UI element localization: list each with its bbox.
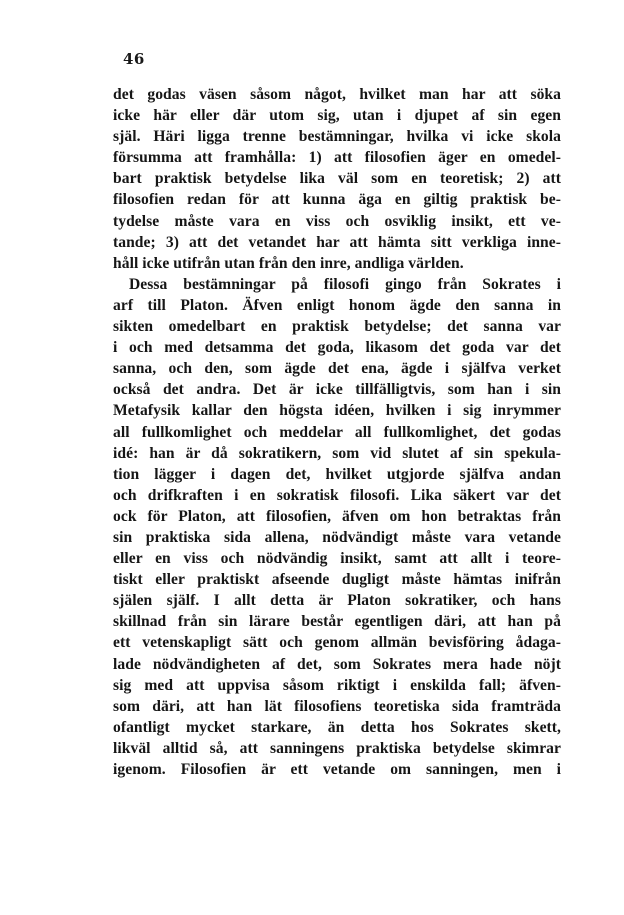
text-line: som däri, att han lät filosofiens teoretiska sida framträda [113,697,561,715]
text-line: tion lägger i dagen det, hvilket utgjorde själfva andan [113,465,561,483]
text-line: ett vetenskapligt sätt och genom allmän bevisföring ådaga- [113,634,561,652]
text-line: lade nödvändigheten af det, som Sokrates mera hade nöjt [113,655,561,673]
text-line: skillnad från sin lärare består egentligen däri, att han på [113,613,561,631]
text-line: sanna, och den, som ägde det ena, ägde i själfva verket [113,360,561,378]
text-line: ofantligt mycket starkare, än detta hos Sokrates skett, [113,718,561,736]
text-line: filosofien redan för att kunna äga en giltig praktisk be- [113,191,561,209]
text-line: bart praktisk betydelse lika väl som en teoretisk; 2) att [113,170,561,188]
text-line: också det andra. Det är icke tillfälligtvis, som han i sin [113,381,561,399]
text-line: ock för Platon, att filosofien, äfven om hon betraktas från [113,507,561,525]
text-line: icke här eller där utom sig, utan i djupet af sin egen [113,107,561,125]
text-line: och drifkraften i en sokratisk filosofi. Lika säkert var det [113,486,561,504]
text-line: idé: han är då sokratikern, som vid slutet af sin spekula- [113,444,561,462]
text-line: arf till Platon. Äfven enligt honom ägde den sanna in [113,296,561,314]
text-line: sikten omedelbart en praktisk betydelse; det sanna var [113,318,561,336]
text-line: själ. Häri ligga trenne bestämningar, hvilka vi icke skola [113,128,561,146]
text-line: sig med att uppvisa såsom riktigt i enskilda fall; äfven- [113,676,561,694]
page-number: 46 [123,50,145,68]
text-line: tiskt eller praktiskt afseende dugligt måste hämtas inifrån [113,571,561,589]
body-text [113,84,561,780]
text-line: själen själf. I allt detta är Platon sokratiker, och hans [113,592,561,610]
paragraph-start-line: Dessa bestämningar på filosofi gingo från Sokrates i [129,275,561,293]
text-line: håll icke utifrån utan från den inre, andliga världen. [113,254,464,272]
text-line: all fullkomlighet och meddelar all fullkomlighet, det godas [113,423,561,441]
text-line: igenom. Filosofien är ett vetande om sanningen, men i [113,761,561,778]
text-line: tande; 3) att det vetandet har att hämta sitt verkliga inne- [113,233,561,251]
text-line: i och med detsamma det goda, likasom det goda var det [113,339,561,357]
text-line: eller en viss och nödvändig insikt, samt att allt i teore- [113,550,561,568]
text-line: försumma att framhålla: 1) att filosofien äger en omedel- [113,149,561,167]
text-line: sin praktiska sida allena, nödvändigt måste vara vetande [113,528,561,546]
text-line: Metafysik kallar den högsta idéen, hvilken i sig inrymmer [113,402,561,420]
text-line: det godas väsen såsom något, hvilket man har att söka [113,86,561,103]
text-line: likväl alltid så, att sanningens praktiska betydelse skimrar [113,739,561,757]
text-line: tydelse måste vara en viss och osviklig insikt, ett ve- [113,212,561,230]
